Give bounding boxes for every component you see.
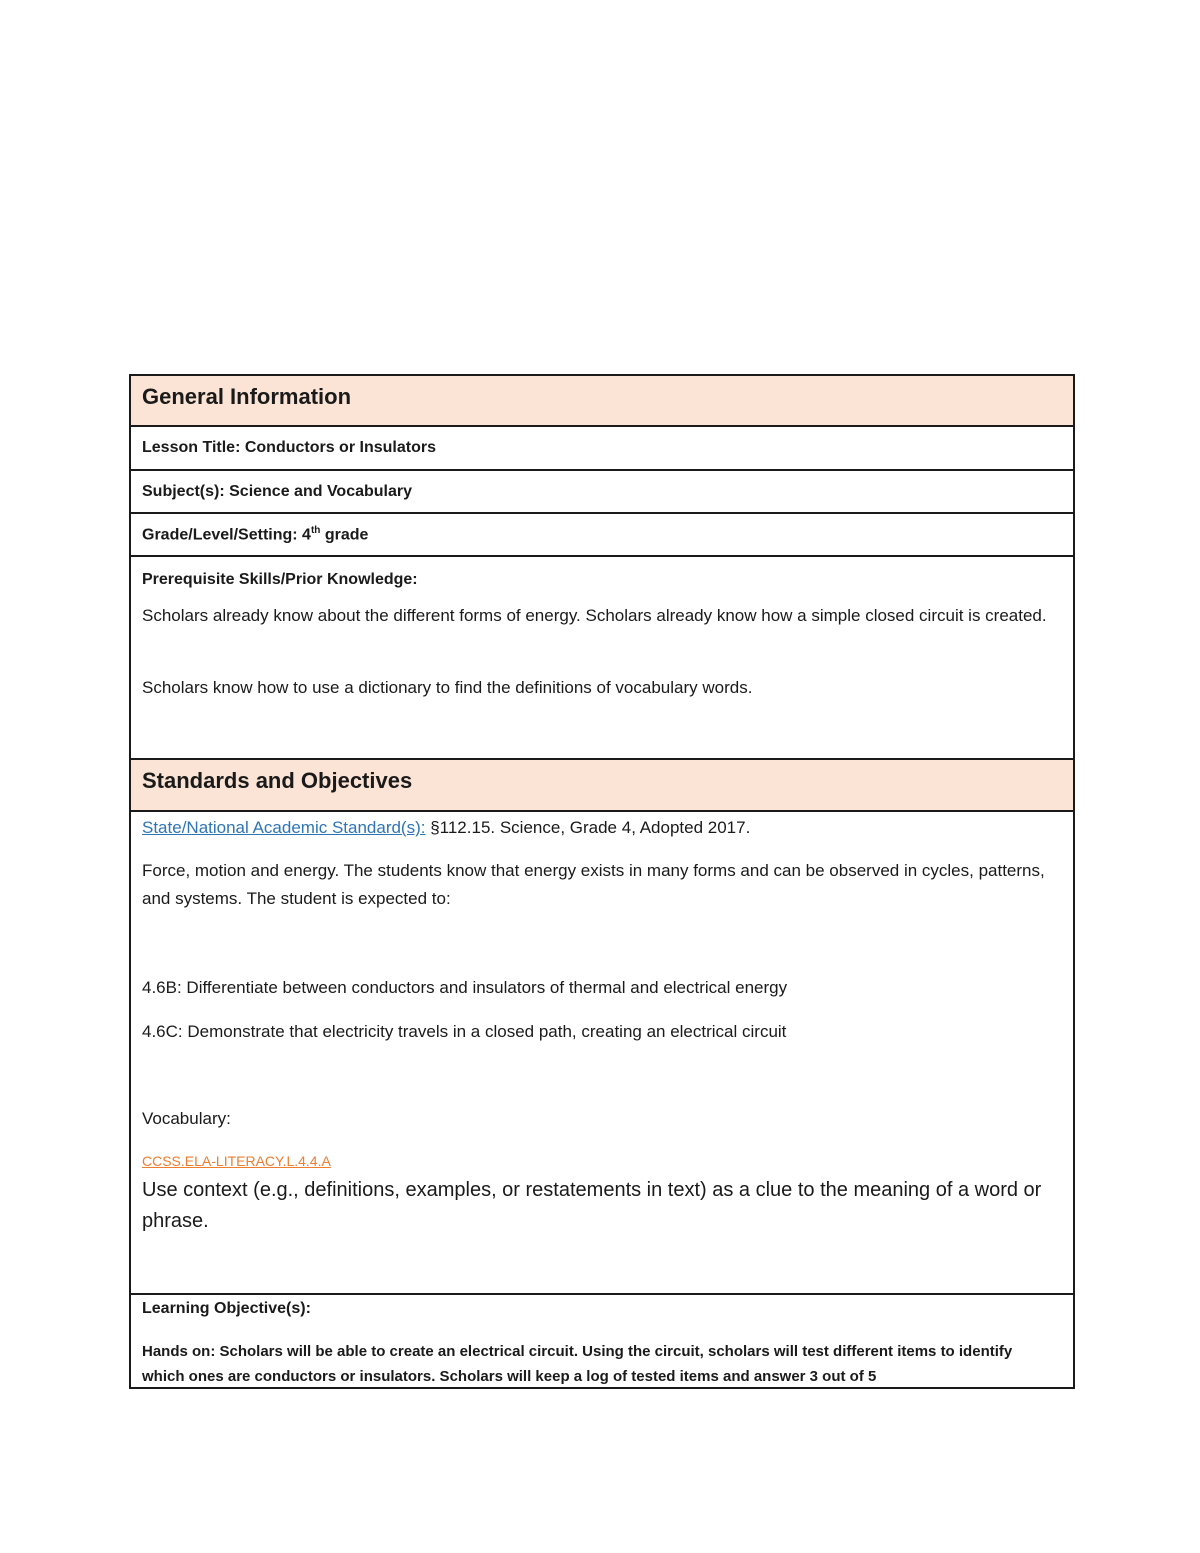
prerequisites-row bbox=[131, 557, 1073, 760]
standard-4-6c: 4.6C: Demonstrate that electricity travels in a closed path, creating an electrical circuit bbox=[142, 1022, 787, 1041]
general-info-header bbox=[131, 376, 1073, 427]
subjects: Subject(s): Science and Vocabulary bbox=[142, 483, 413, 500]
standard-ref: §112.15. Science, Grade 4, Adopted 2017. bbox=[425, 818, 751, 837]
ccss-line bbox=[142, 1147, 1053, 1175]
learning-objectives-row bbox=[131, 1295, 1073, 1389]
ccss-link[interactable]: CCSS.ELA-LITERACY.L.4.4.A bbox=[142, 1153, 331, 1169]
standards-header bbox=[131, 760, 1073, 812]
prereq-paragraph-1: Scholars already know about the different forms of energy. Scholars already know how a simple closed circuit is created. bbox=[142, 606, 1047, 625]
section-heading: Standards and Objectives bbox=[142, 768, 413, 793]
standard-4-6b: 4.6B: Differentiate between conductors and insulators of thermal and electrical energy bbox=[142, 978, 788, 997]
standard-link[interactable]: State/National Academic Standard(s): bbox=[142, 818, 426, 837]
vocabulary-label: Vocabulary: bbox=[142, 1109, 231, 1128]
prereq-paragraph-2: Scholars know how to use a dictionary to find the definitions of vocabulary words. bbox=[142, 678, 753, 697]
force-motion-text: Force, motion and energy. The students know that energy exists in many forms and can be observed in cycles, patterns, and systems. The student is expected to: bbox=[142, 861, 1045, 908]
grade-row bbox=[131, 514, 1073, 557]
grade-level-setting: Grade/Level/Setting: 4th grade bbox=[142, 525, 369, 544]
objectives-label: Learning Objective(s): bbox=[142, 1300, 311, 1317]
lesson-plan-table bbox=[129, 374, 1075, 1389]
lesson-title: Lesson Title: Conductors or Insulators bbox=[142, 439, 436, 456]
standard-line bbox=[142, 814, 1053, 842]
ccss-text: Use context (e.g., definitions, examples, or restatements in text) as a clue to the meaning of a word or phrase. bbox=[142, 1179, 1042, 1232]
subjects-row bbox=[131, 471, 1073, 514]
objectives-text: Hands on: Scholars will be able to create an electrical circuit. Using the circuit, scholars will test different items to identify which ones are conductors or insulators. Scholars will keep a log of tested items and answer 3 out of 5 bbox=[142, 1343, 1013, 1385]
prereq-label: Prerequisite Skills/Prior Knowledge: bbox=[142, 571, 418, 588]
lesson-title-row bbox=[131, 427, 1073, 471]
section-heading: General Information bbox=[142, 384, 352, 409]
standards-row bbox=[131, 812, 1073, 1295]
